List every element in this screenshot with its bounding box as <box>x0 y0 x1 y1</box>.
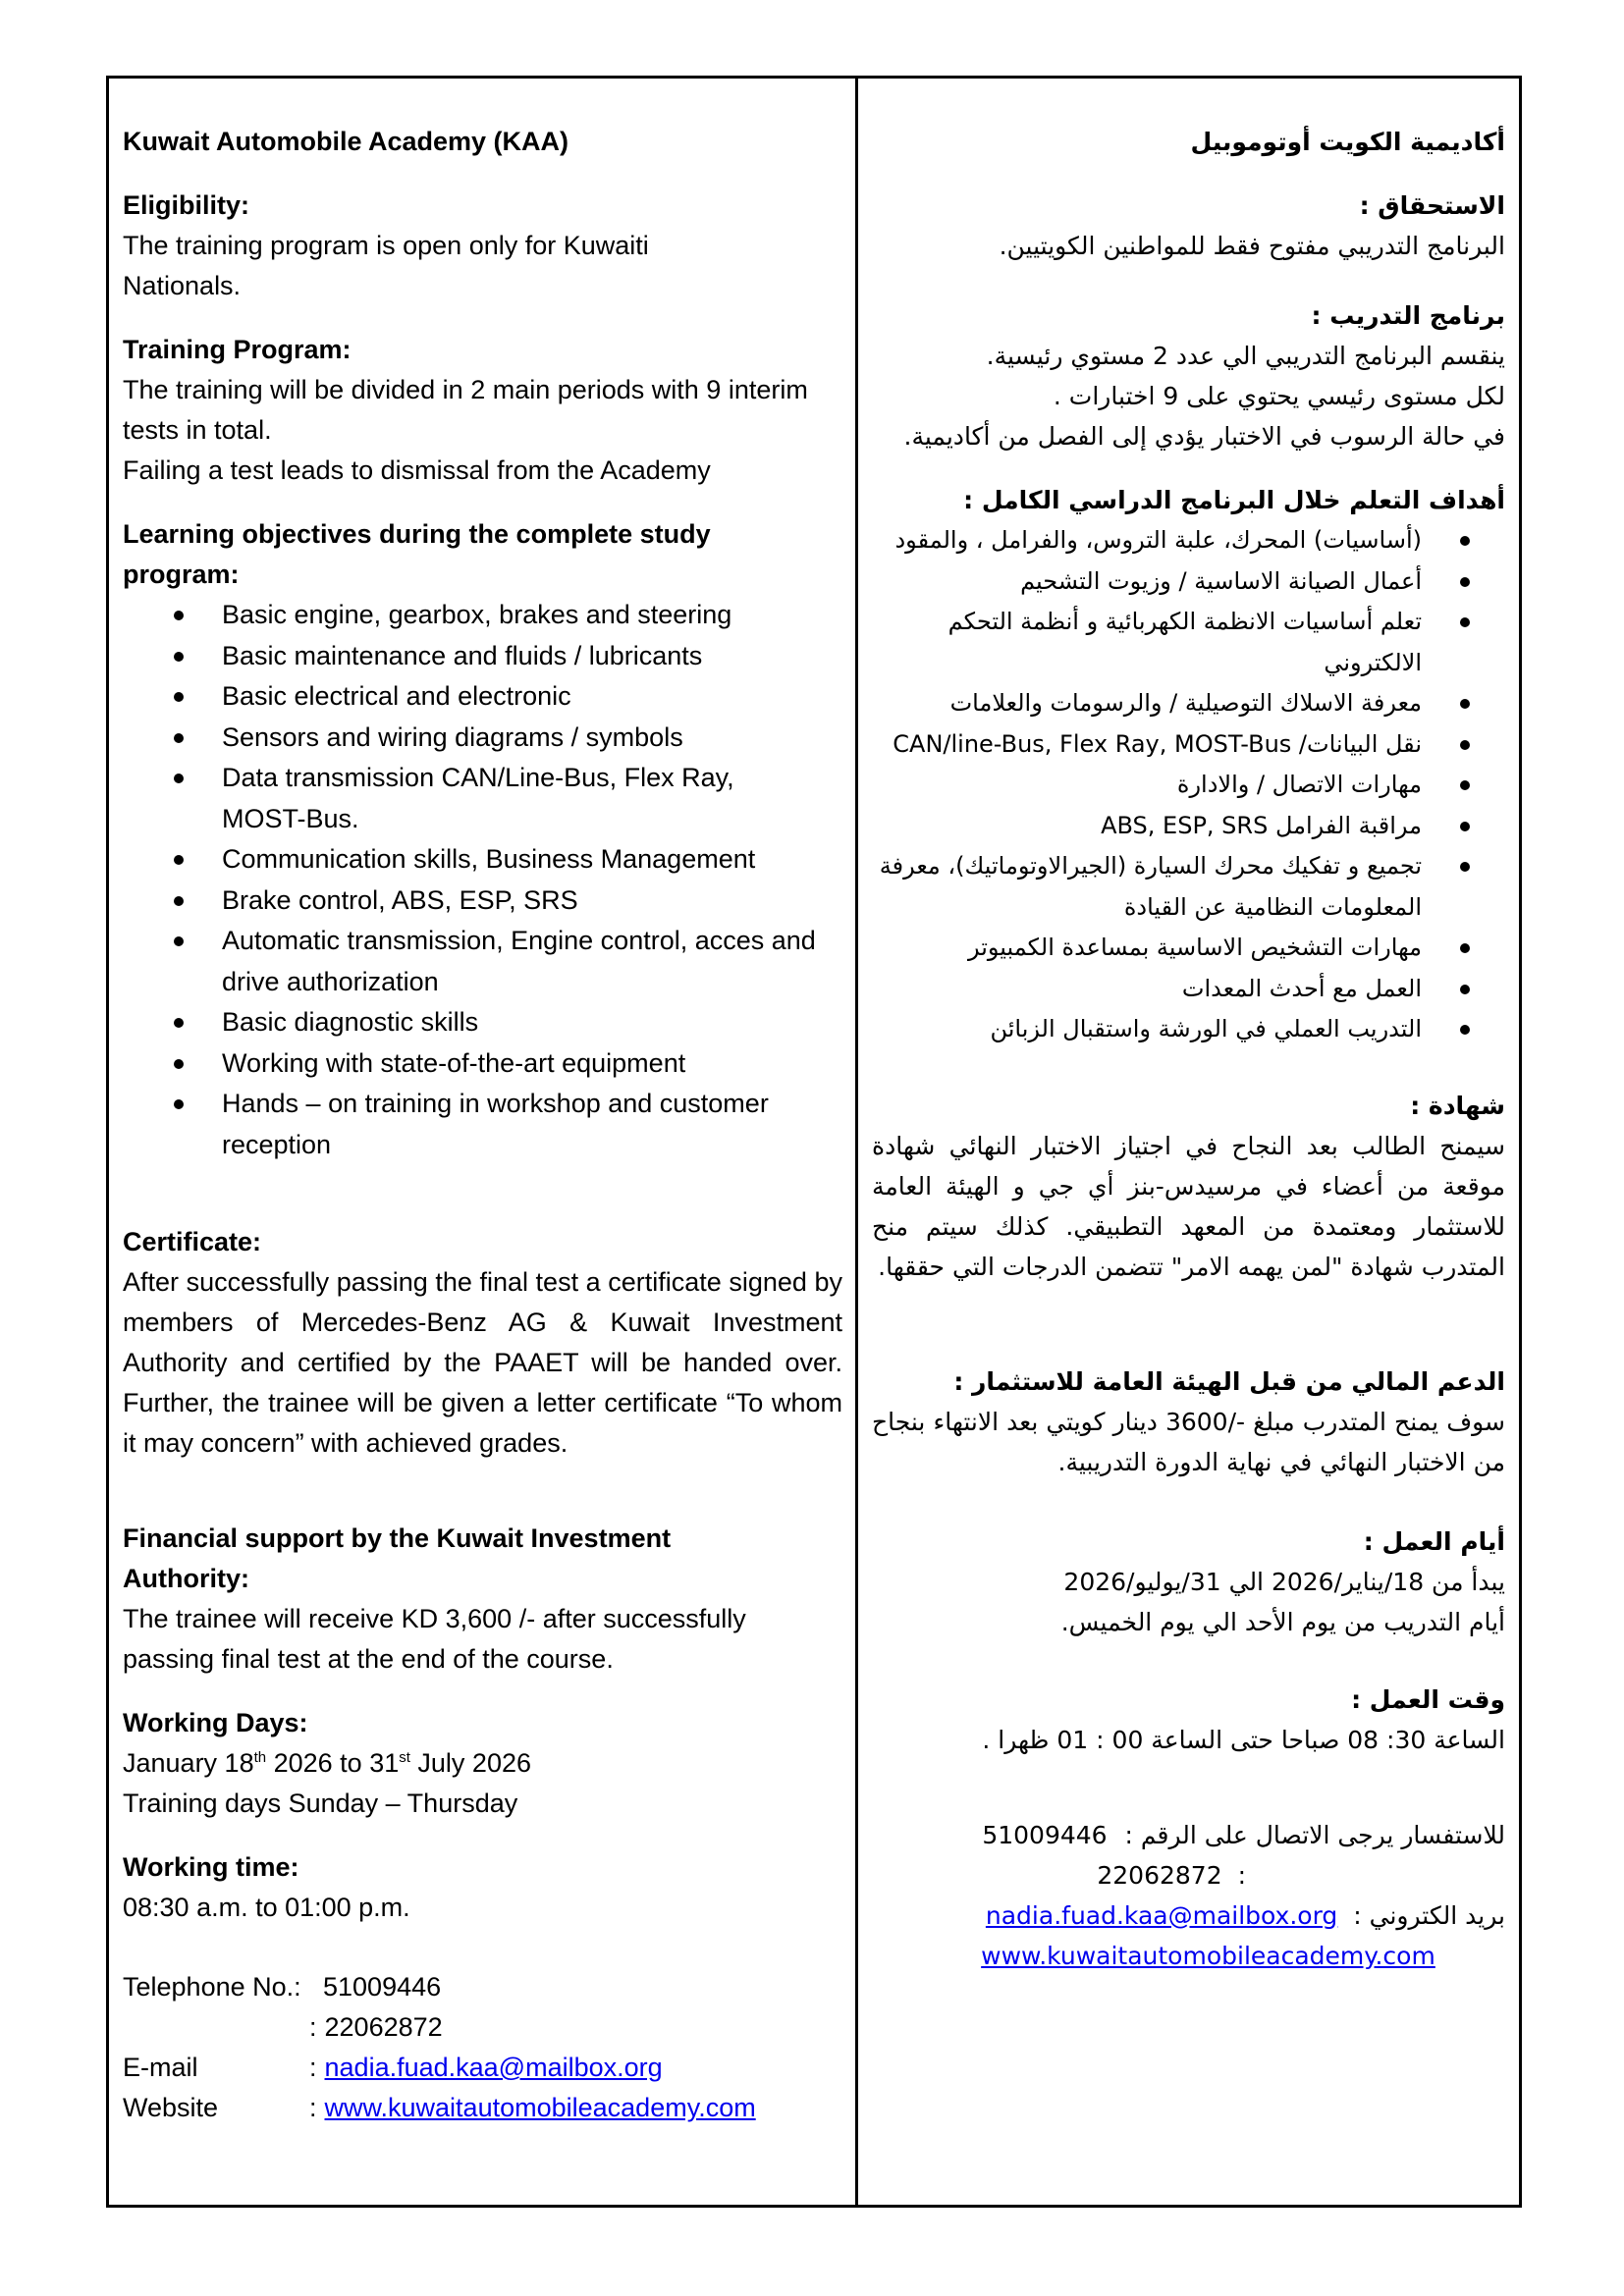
certificate-text-ar: سيمنح الطالب بعد النجاح في اجتياز الاختبار النهائي شهادة موقعة من أعضاء في مرسيدس-بنز أي جي و الهيئة العامة للاستثمار ومعتمدة من المعهد التطبيقي. كذلك سيتم منح المتدرب شهادة "لمن يهمه الامر" تتضمن الدرجات التي حققها. <box>872 1131 1505 1281</box>
bullet-icon <box>174 896 184 906</box>
working-days-dates: January 18th 2026 to 31st July 2026 <box>123 1748 531 1778</box>
email-row-ar <box>872 1896 1505 1936</box>
bullet-icon <box>174 855 184 865</box>
working-time-text: 08:30 a.m. to 01:00 p.m. <box>123 1893 410 1922</box>
list-item: نقل البيانات/ CAN/line-Bus, Flex Ray, MOST-Bus <box>872 724 1505 766</box>
telephone-row-2: : 22062872 <box>123 2007 842 2048</box>
eligibility-heading-ar: الاستحقاق : <box>1359 191 1505 220</box>
learning-objectives-list-ar <box>872 520 1505 1050</box>
bullet-icon <box>1460 822 1470 831</box>
bullet-icon <box>174 652 184 662</box>
website-row: Website : www.kuwaitautomobileacademy.com <box>123 2088 842 2128</box>
working-time-text-ar: الساعة 30: 08 صباحا حتى الساعة 00 : 01 ظهرا . <box>982 1725 1505 1754</box>
email-row: E-mail : nadia.fuad.kaa@mailbox.org <box>123 2048 842 2088</box>
training-program-line1-ar: ينقسم البرنامج التدريبي الي عدد 2 مستوي رئيسية. <box>986 342 1505 370</box>
list-item: Brake control, ABS, ESP, SRS <box>123 881 842 922</box>
telephone-row-2-ar: : 22062872 <box>1097 1860 1246 1890</box>
list-item: (أساسيات) المحرك، علبة التروس، والفرامل ، والمقود <box>872 520 1505 561</box>
financial-support-heading: Financial support by the Kuwait Investment Authority: <box>123 1523 672 1593</box>
bullet-icon <box>174 611 184 620</box>
telephone-1-ar[interactable]: 51009446 <box>982 1820 1108 1849</box>
list-item: Automatic transmission, Engine control, acces and drive authorization <box>123 921 842 1002</box>
telephone-row <box>123 1967 842 2007</box>
eligibility-text-ar: البرنامج التدريبي مفتوح فقط للمواطنين الكويتيين. <box>999 232 1505 260</box>
working-days-section <box>123 1703 842 1824</box>
financial-support-section-ar <box>872 1362 1505 1482</box>
list-item: التدريب العملي في الورشة واستقبال الزبائن <box>872 1009 1505 1050</box>
eligibility-text: The training program is open only for Kuwaiti Nationals. <box>123 231 649 300</box>
website-link-ar[interactable]: www.kuwaitautomobileacademy.com <box>981 1941 1435 1970</box>
bullet-icon <box>1460 780 1470 790</box>
training-program-line3-ar: في حالة الرسوب في الاختبار يؤدي إلى الفصل من أكاديمية. <box>903 422 1505 451</box>
bullet-icon <box>1460 740 1470 750</box>
working-time-section <box>123 1847 842 1928</box>
certificate-section <box>123 1222 842 1464</box>
list-item: Basic engine, gearbox, brakes and steering <box>123 595 842 636</box>
email-label-ar: بريد الكتروني : <box>1353 1900 1505 1930</box>
eligibility-section <box>123 186 842 306</box>
bullet-icon <box>174 1059 184 1069</box>
academy-title: Kuwait Automobile Academy (KAA) <box>123 127 569 156</box>
working-days-heading: Working Days: <box>123 1708 308 1737</box>
email-link-ar[interactable]: nadia.fuad.kaa@mailbox.org <box>985 1900 1338 1930</box>
list-item: تعلم أساسيات الانظمة الكهربائية و أنظمة التحكم الالكتروني <box>872 602 1505 683</box>
training-program-dismissal: Failing a test leads to dismissal from the Academy <box>123 455 711 485</box>
bullet-icon <box>174 692 184 702</box>
list-item: Basic electrical and electronic <box>123 676 842 718</box>
list-item: تجميع و تفكيك محرك السيارة (الجيرالاوتوماتيك)، معرفة المعلومات النظامية عن القيادة <box>872 846 1505 928</box>
working-days-heading-ar: أيام العمل : <box>1363 1526 1505 1556</box>
certificate-text: After successfully passing the final test a certificate signed by members of Mercedes-Benz AG & Kuwait Investment Authority and certified by the PAAET will be handed over. Further, the trainee will be given a letter certificate “To whom it may concern” with achieved grades. <box>123 1267 842 1458</box>
bilingual-info-table <box>106 76 1522 2208</box>
financial-support-section <box>123 1519 842 1680</box>
working-days-text: Training days Sunday – Thursday <box>123 1789 518 1818</box>
english-column <box>109 79 855 2205</box>
telephone-2-ar[interactable]: 22062872 <box>1097 1860 1222 1890</box>
financial-support-text-ar: سوف يمنح المتدرب مبلغ -/3600 دينار كويتي بعد الانتهاء بنجاح من الاختبار النهائي في نهاية الدورة التدريبية. <box>872 1407 1505 1476</box>
bullet-icon <box>1460 943 1470 953</box>
list-item: مهارات التشخيص الاساسية بمساعدة الكمبيوتر <box>872 928 1505 969</box>
training-program-heading: Training Program: <box>123 335 352 364</box>
training-program-heading-ar: برنامج التدريب : <box>1311 301 1505 330</box>
list-item: العمل مع أحدث المعدات <box>872 969 1505 1010</box>
website-label: Website <box>123 2093 219 2122</box>
website-row-ar <box>872 1936 1505 1976</box>
learning-objectives-section <box>123 514 842 1165</box>
telephone-label-ar: للاستفسار يرجى الاتصال على الرقم : <box>1124 1820 1505 1849</box>
email-label: E-mail <box>123 2053 198 2082</box>
list-item: Data transmission CAN/Line-Bus, Flex Ray, MOST-Bus. <box>123 758 842 839</box>
list-item: Basic diagnostic skills <box>123 1002 842 1043</box>
working-days-dates-ar: يبدأ من 18/يناير/2026 الي 31/يوليو/2026 <box>1063 1567 1505 1596</box>
bullet-icon <box>174 1099 184 1109</box>
telephone-row-ar <box>872 1815 1505 1855</box>
list-item: مراقبة الفرامل ABS, ESP, SRS <box>872 806 1505 847</box>
bullet-icon <box>1460 617 1470 627</box>
contact-section <box>123 1967 842 2128</box>
working-time-heading: Working time: <box>123 1852 299 1882</box>
bullet-icon <box>1460 1025 1470 1035</box>
certificate-section-ar <box>872 1086 1505 1287</box>
eligibility-section-ar <box>872 186 1505 266</box>
training-program-text: The training will be divided in 2 main periods with 9 interim tests in total. <box>123 375 808 445</box>
list-item: معرفة الاسلاك التوصيلية / والرسومات والعلامات <box>872 683 1505 724</box>
certificate-heading-ar: شهادة : <box>1410 1091 1505 1120</box>
list-item: Hands – on training in workshop and customer reception <box>123 1084 842 1165</box>
learning-objectives-list <box>123 595 842 1165</box>
list-item: Working with state-of-the-art equipment <box>123 1043 842 1085</box>
bullet-icon <box>174 936 184 946</box>
learning-objectives-heading-ar: أهداف التعلم خلال البرنامج الدراسي الكامل : <box>963 486 1505 514</box>
working-time-section-ar <box>872 1680 1505 1760</box>
bullet-icon <box>174 1018 184 1028</box>
list-item: مهارات الاتصال / والادارة <box>872 765 1505 806</box>
telephone-2[interactable]: 22062872 <box>324 2012 443 2042</box>
list-item: Basic maintenance and fluids / lubricants <box>123 636 842 677</box>
list-item: أعمال الصيانة الاساسية / وزيوت التشحيم <box>872 561 1505 603</box>
working-days-text-ar: أيام التدريب من يوم الأحد الي يوم الخميس. <box>1060 1607 1505 1636</box>
financial-support-heading-ar: الدعم المالي من قبل الهيئة العامة للاستثمار : <box>953 1366 1505 1396</box>
bullet-icon <box>1460 536 1470 546</box>
working-time-heading-ar: وقت العمل : <box>1351 1684 1505 1714</box>
working-days-section-ar <box>872 1522 1505 1642</box>
bullet-icon <box>174 733 184 743</box>
bullet-icon <box>174 774 184 783</box>
bullet-icon <box>1460 985 1470 994</box>
telephone-label: Telephone No.: <box>123 1972 301 2002</box>
list-item: Communication skills, Business Management <box>123 839 842 881</box>
financial-support-text: The trainee will receive KD 3,600 /- after successfully passing final test at the end of the course. <box>123 1604 746 1674</box>
learning-objectives-section-ar <box>872 480 1505 1050</box>
list-item: Sensors and wiring diagrams / symbols <box>123 718 842 759</box>
website-link[interactable]: www.kuwaitautomobileacademy.com <box>324 2093 756 2122</box>
eligibility-heading: Eligibility: <box>123 190 250 220</box>
learning-objectives-heading: Learning objectives during the complete study program: <box>123 519 711 589</box>
contact-section-ar <box>872 1815 1505 1976</box>
training-program-section <box>123 330 842 491</box>
academy-title-ar: أكاديمية الكويت أوتوموبيل <box>1190 128 1505 156</box>
bullet-icon <box>1460 577 1470 587</box>
training-program-line2-ar: لكل مستوى رئيسي يحتوي على 9 اختبارات . <box>1053 382 1505 410</box>
email-link[interactable]: nadia.fuad.kaa@mailbox.org <box>324 2053 663 2082</box>
telephone-1[interactable]: 51009446 <box>323 1972 442 2002</box>
arabic-column <box>858 79 1519 2205</box>
bullet-icon <box>1460 862 1470 872</box>
training-program-section-ar <box>872 295 1505 456</box>
certificate-heading: Certificate: <box>123 1227 262 1256</box>
bullet-icon <box>1460 699 1470 709</box>
